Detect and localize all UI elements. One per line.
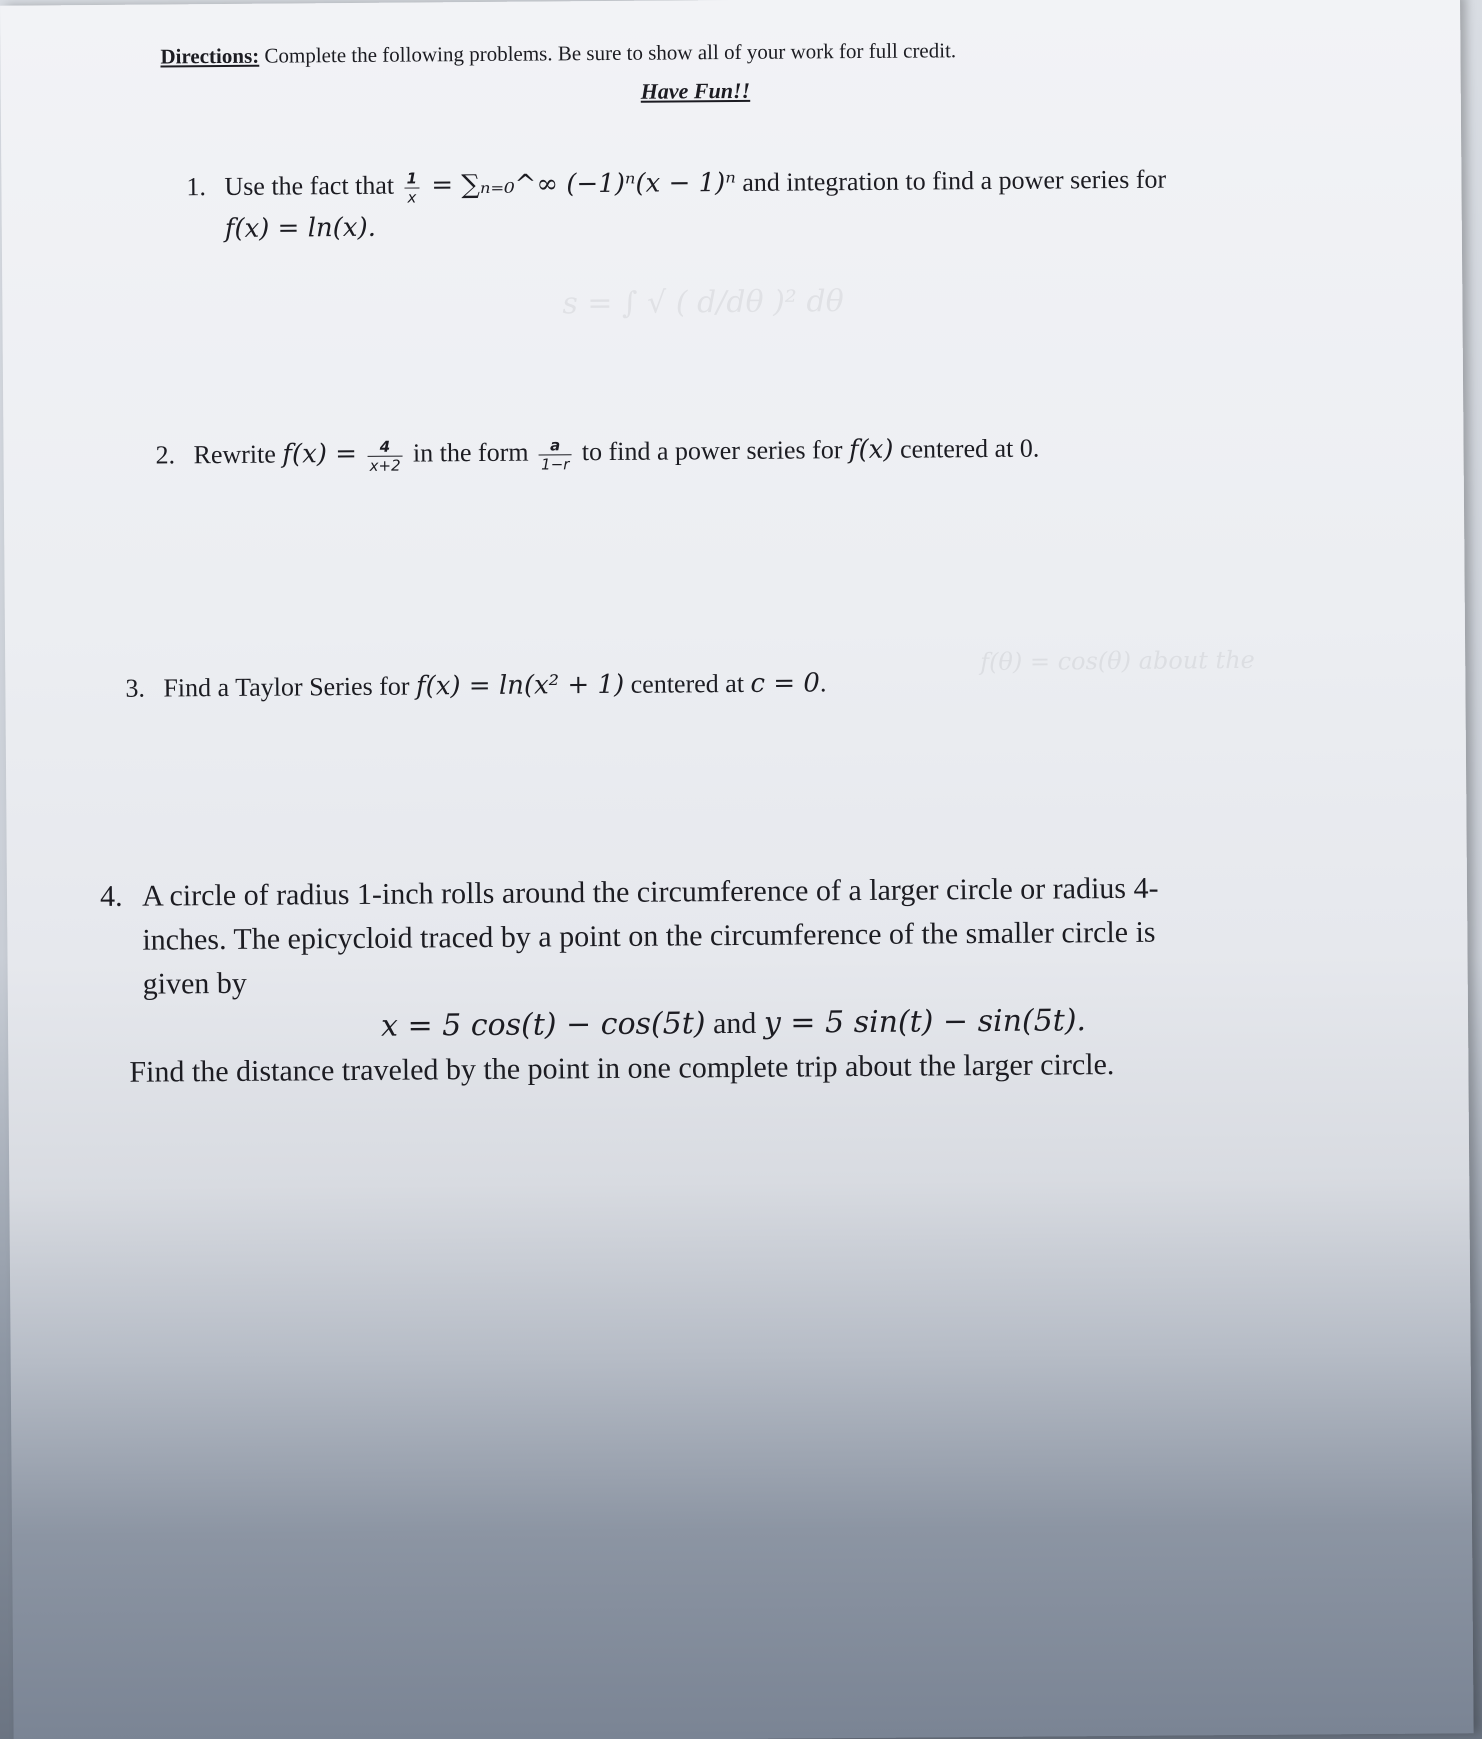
problem-number: 2. xyxy=(155,440,176,470)
function-expression: f(x) xyxy=(848,434,894,466)
function-expression: f(x) = ln(x² + 1) xyxy=(415,669,625,702)
problem-1 xyxy=(186,159,1166,251)
center-expression: c = 0 xyxy=(750,668,821,699)
problem-number: 3. xyxy=(125,673,146,703)
problem-text: and integration to find a power series for xyxy=(735,164,1167,197)
problem-text: Rewrite xyxy=(193,439,283,470)
fraction xyxy=(539,436,572,473)
function-expression: f(x) = ln(x). xyxy=(224,212,377,244)
have-fun-heading: Have Fun!! xyxy=(640,77,751,104)
problem-text: . xyxy=(819,668,827,698)
fraction-numerator: a xyxy=(539,436,571,455)
fraction-denominator: x+2 xyxy=(369,456,401,475)
problem-text: Find a Taylor Series for xyxy=(163,671,417,703)
problem-text: Find the distance traveled by the point in one complete trip about the larger circle. xyxy=(129,1048,1115,1089)
problem-number: 1. xyxy=(186,172,207,202)
fraction-numerator: 1 xyxy=(404,169,419,188)
problem-text: Use the fact that xyxy=(224,170,395,201)
fraction xyxy=(367,437,402,474)
parametric-x-equation: x = 5 cos(t) − cos(5t) xyxy=(380,1006,706,1044)
fraction-denominator: 1−r xyxy=(541,454,570,474)
fraction xyxy=(404,169,419,206)
function-expression: f(x) = xyxy=(282,438,358,470)
parametric-y-equation: y = 5 sin(t) − sin(5t). xyxy=(763,1003,1087,1041)
show-through-text: s = ∫ √ ( d/dθ )² dθ xyxy=(562,284,844,322)
problem-text: and xyxy=(705,1006,764,1041)
fraction-denominator: x xyxy=(407,188,417,207)
problem-text: centered at 0. xyxy=(893,433,1040,464)
problem-text: given by xyxy=(142,966,247,1001)
fraction-numerator: 4 xyxy=(367,437,402,456)
problem-text: inches. The epicycloid traced by a point on the circumference of the smaller circle is xyxy=(142,915,1156,957)
problem-3 xyxy=(125,662,826,710)
problem-text: centered at xyxy=(624,668,751,699)
problem-4 xyxy=(100,867,1160,1095)
series-expression: = ∑ₙ₌₀^∞ (−1)ⁿ(x − 1)ⁿ xyxy=(422,167,736,201)
problem-text: in the form xyxy=(406,437,536,468)
directions xyxy=(160,38,956,69)
problem-number: 4. xyxy=(99,879,123,913)
directions-text: Complete the following problems. Be sure to show all of your work for full credit. xyxy=(259,38,957,68)
show-through-text: f(θ) = cos(θ) about the xyxy=(980,645,1255,677)
problem-2 xyxy=(155,428,1039,477)
problem-text: A circle of radius 1-inch rolls around the circumference of a larger circle or radius 4- xyxy=(141,871,1159,913)
directions-label: Directions: xyxy=(160,43,260,69)
problem-text: to find a power series for xyxy=(575,435,850,467)
